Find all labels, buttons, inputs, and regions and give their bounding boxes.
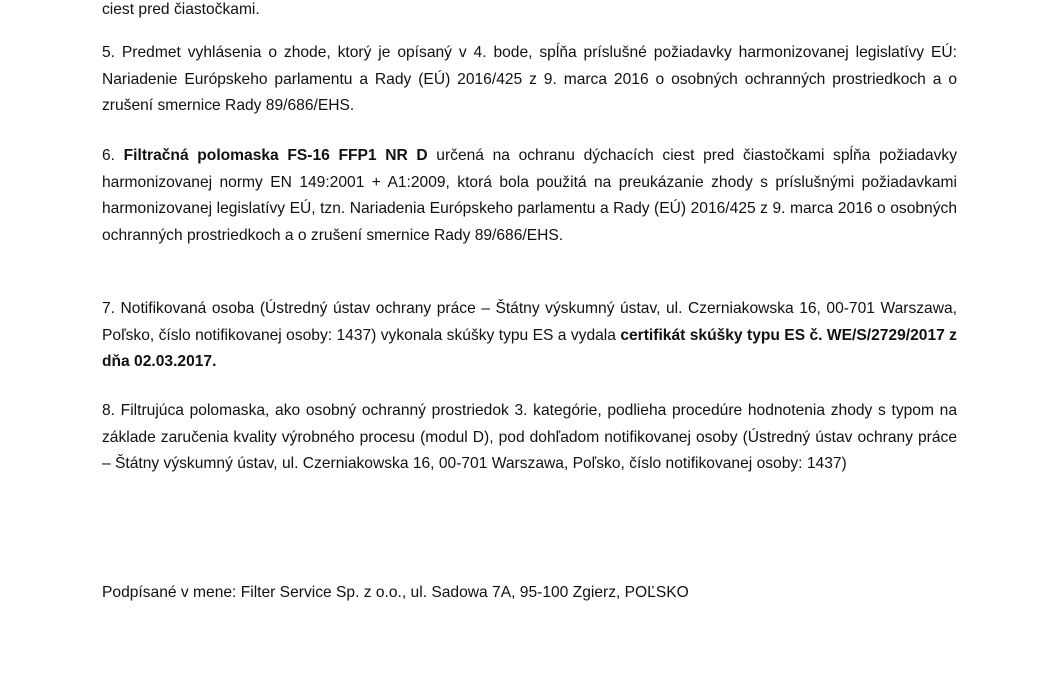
paragraph-5: 5. Predmet vyhlásenia o zhode, ktorý je opísaný v 4. bode, spĺňa príslušné požiadavky harmonizovanej legislatívy EÚ: Nariadenie Európskeho parlamentu a Rady (EÚ) 2016/425 z 9. marca 2016 o osobných ochranných prostriedkoch a o zrušení smernice Rady 89/686/EHS. xyxy=(102,44,957,114)
product-name: Filtračná polomaska FS-16 FFP1 NR D xyxy=(123,147,428,164)
paragraph-6 xyxy=(102,143,957,249)
top-fragment: ciest pred čiastočkami. xyxy=(102,1,260,18)
signature-line: Podpísané v mene: Filter Service Sp. z o.o., ul. Sadowa 7A, 95-100 Zgierz, POĽSKO xyxy=(102,584,689,601)
paragraph-7 xyxy=(102,296,957,376)
paragraph-6-prefix: 6. xyxy=(102,147,124,164)
paragraph-6-text: určená na ochranu dýchacích ciest pred čiastočkami spĺňa požiadavky harmonizovanej normy EN 149:2001 + A1:2009, ktorá bola použitá na preukázanie zhody s príslušnými požiadavkami harmonizovanej legislatívy EÚ, tzn. Nariadenia Európskeho parlamentu a Rady (EÚ) 2016/425 z 9. marca 2016 o osobných ochranných prostriedkoch a o zrušení smernice Rady 89/686/EHS. xyxy=(102,147,957,244)
paragraph-7-text: 7. Notifikovaná osoba (Ústredný ústav ochrany práce – Štátny výskumný ústav, ul. Czerniakowska 16, 00-701 Warszawa, Poľsko, číslo notifikovanej osoby: 1437) vykonala skúšky typu ES a vydala xyxy=(102,300,957,344)
certificate-reference: certifikát skúšky typu ES č. WE/S/2729/2017 z dňa 02.03.2017. xyxy=(102,326,957,370)
paragraph-8: 8. Filtrujúca polomaska, ako osobný ochranný prostriedok 3. kategórie, podlieha procedúre hodnotenia zhody s typom na základe zaručenia kvality výrobného procesu (modul D), pod dohľadom notifikovanej osoby (Ústredný ústav ochrany práce – Štátny výskumný ústav, ul. Czerniakowska 16, 00-701 Warszawa, Poľsko, číslo notifikovanej osoby: 1437) xyxy=(102,402,957,472)
